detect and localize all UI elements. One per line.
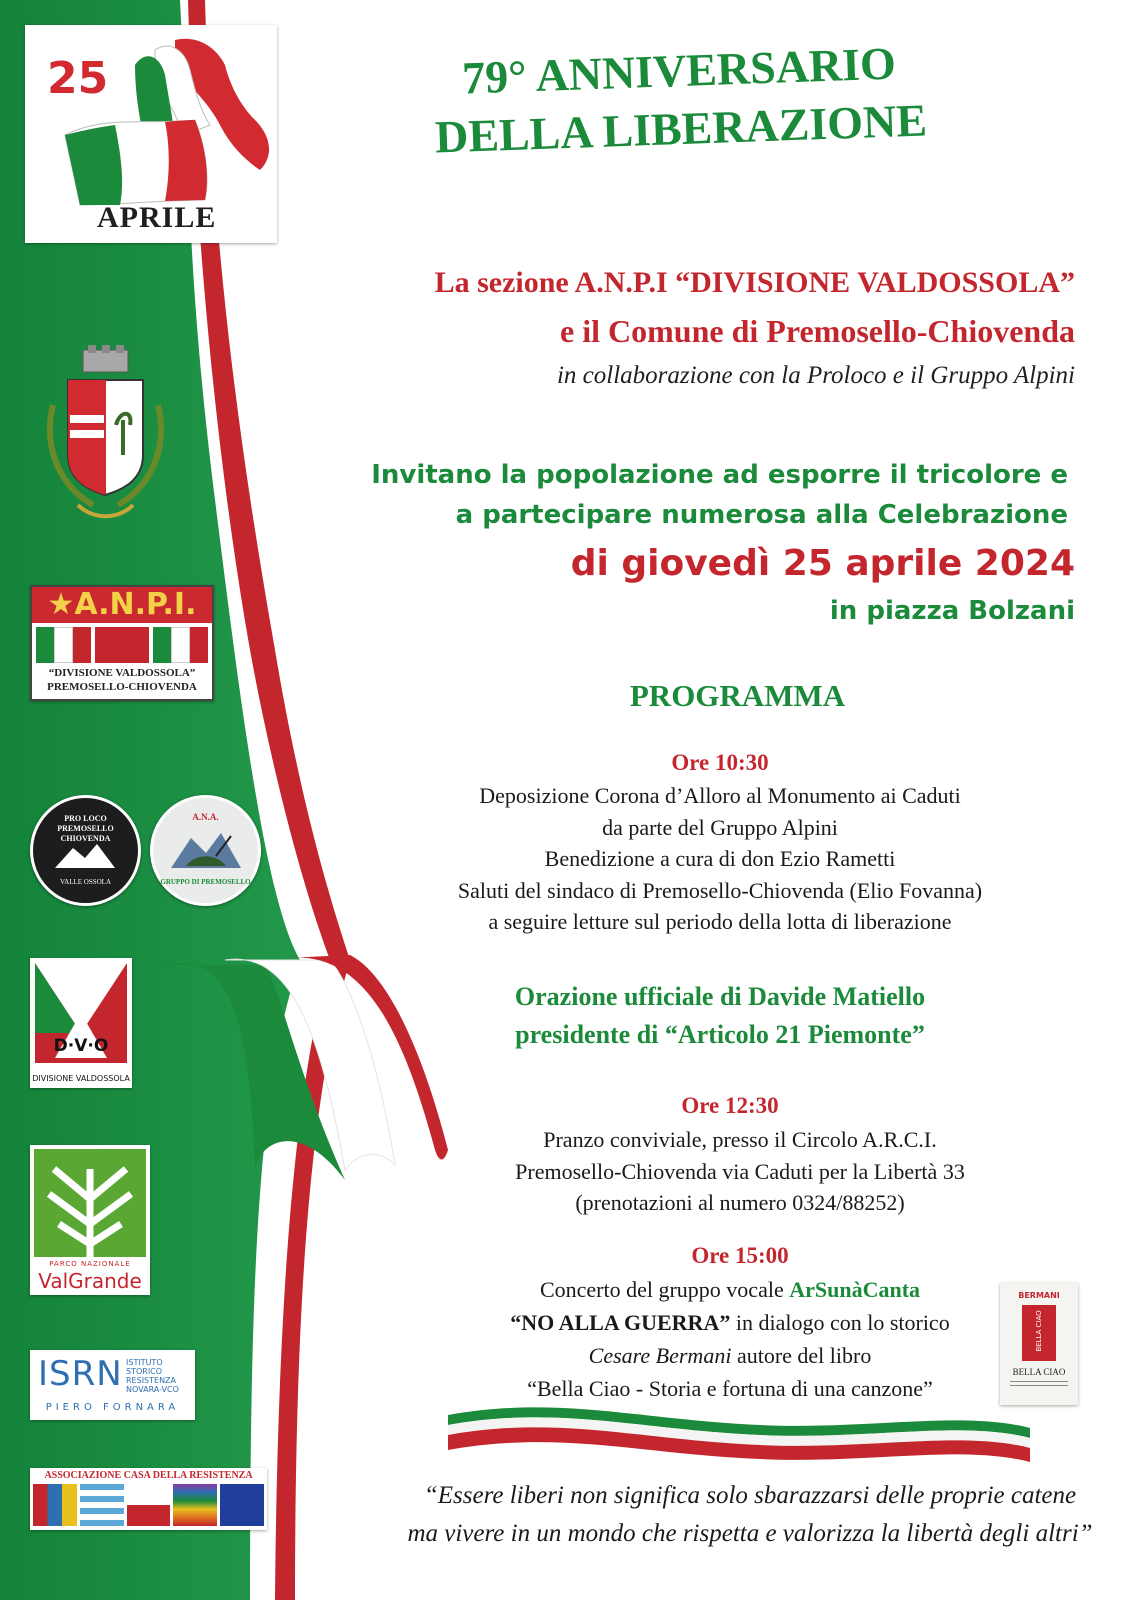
book-title: “Bella Ciao - Storia e fortuna di una canzone” <box>527 1376 933 1401</box>
dvo-logo <box>30 958 132 1088</box>
book-cover <box>1000 1283 1078 1405</box>
block3-line-3 <box>440 1339 1020 1372</box>
isrn-line-1: ISTITUTO <box>126 1358 163 1367</box>
casa-flags <box>33 1484 264 1526</box>
author-name: Cesare Bermani <box>588 1343 732 1368</box>
choir-name: ArSunàCanta <box>789 1277 921 1302</box>
block1-line: Saluti del sindaco di Premosello-Chiovenda (Elio Fovanna) <box>457 877 983 903</box>
organizers-line-1: La sezione A.N.P.I “DIVISIONE VALDOSSOLA” <box>434 266 1075 299</box>
book-author: BERMANI <box>1018 1291 1060 1300</box>
block2-line: Premosello-Chiovenda via Caduti per la Libertà 33 <box>515 1158 965 1184</box>
alpini-top-text: A.N.A. <box>192 812 219 822</box>
quote-line-1: “Essere liberi non significa solo sbarazzarsi delle proprie catene <box>423 1482 1077 1509</box>
proloco-logo <box>30 795 141 906</box>
isrn-acronym: ISRN <box>38 1354 123 1394</box>
title-line-1: 79° ANNIVERSARIO <box>461 37 897 104</box>
oration-line-1: Orazione ufficiale di Davide Matiello <box>514 982 926 1011</box>
block1-line: Deposizione Corona d’Alloro al Monumento ai Caduti <box>479 783 961 808</box>
block3-line-2 <box>440 1306 1020 1339</box>
organizers-line-3: in collaborazione con la Proloco e il Gruppo Alpini <box>556 362 1075 389</box>
flag-icon <box>173 1484 217 1526</box>
casa-resistenza-logo <box>30 1468 267 1530</box>
block3-time: Ore 15:00 <box>691 1243 789 1268</box>
isrn-logo <box>30 1350 195 1420</box>
coat-of-arms-icon <box>38 345 173 525</box>
block1-line: a seguire letture sul periodo della lotta di liberazione <box>488 909 952 934</box>
proloco-bottom-text: VALLE OSSOLA <box>59 878 111 886</box>
valgrande-small: PARCO NAZIONALE <box>49 1260 131 1268</box>
comune-coat-of-arms <box>38 345 173 525</box>
dvo-caption: DIVISIONE VALDOSSOLA <box>32 1074 130 1083</box>
book-rule <box>1010 1385 1068 1386</box>
block3-line3-rest: autore del libro <box>731 1343 872 1368</box>
closing-quote <box>400 1477 1100 1553</box>
anpi-logo <box>30 585 214 701</box>
alpini-bottom-text: GRUPPO DI PREMOSELLO <box>160 878 251 886</box>
invitation-line-2: a partecipare numerosa alla Celebrazione <box>455 500 1068 530</box>
block2-time: Ore 12:30 <box>681 1093 779 1118</box>
block1-time: Ore 10:30 <box>671 750 769 775</box>
tree-icon <box>34 1149 146 1257</box>
flag-icon <box>127 1484 171 1526</box>
block2-line: (prenotazioni al numero 0324/88252) <box>575 1190 905 1215</box>
isrn-bottom: PIERO FORNARA <box>45 1402 180 1413</box>
anpi-flags <box>36 627 208 663</box>
mountain-icon <box>55 840 115 870</box>
block3-prefix: Concerto del gruppo vocale <box>539 1277 790 1302</box>
title-line-2: DELLA LIBERAZIONE <box>434 94 928 163</box>
logo-25-number: 25 <box>47 53 109 104</box>
oration-line-2: presidente di “Articolo 21 Piemonte” <box>515 1020 925 1049</box>
book-red-panel <box>1022 1305 1056 1361</box>
valgrande-logo <box>30 1145 150 1295</box>
page-title <box>348 31 1012 170</box>
concert-title: “NO ALLA GUERRA” <box>510 1310 731 1335</box>
alpini-logo <box>150 795 261 906</box>
alpini-hat-icon <box>171 828 241 873</box>
isrn-details <box>126 1358 179 1394</box>
anpi-caption-1: “DIVISIONE VALDOSSOLA” <box>48 667 196 679</box>
block3-body <box>440 1273 1020 1405</box>
book-title-small: BELLA CIAO <box>1012 1367 1066 1377</box>
logo-aprile-word: APRILE <box>97 201 217 234</box>
quote-line-2: ma vivere in un mondo che rispetta e valorizza la libertà degli altri” <box>407 1520 1093 1547</box>
anpi-caption-2: PREMOSELLO-CHIOVENDA <box>47 681 197 693</box>
programma-title: PROGRAMMA <box>629 678 846 713</box>
book-rule <box>1010 1381 1068 1382</box>
isrn-line-3: RESISTENZA <box>126 1376 177 1385</box>
book-spine-text: BELLA CIAO <box>1035 1310 1043 1352</box>
invitation-line-1: Invitano la popolazione ad esporre il tricolore e <box>371 460 1068 490</box>
valgrande-name: ValGrande <box>38 1269 142 1293</box>
event-place: in piazza Bolzani <box>829 596 1075 626</box>
flag-icon <box>220 1484 264 1526</box>
logo-25-aprile <box>25 25 277 243</box>
flag-icon <box>80 1484 124 1526</box>
dvo-letters: D·V·O <box>53 1036 109 1056</box>
block3-line-1 <box>440 1273 1020 1306</box>
organizers-line-2: e il Comune di Premosello-Chiovenda <box>560 313 1075 349</box>
casa-title: ASSOCIAZIONE CASA DELLA RESISTENZA <box>44 1470 253 1481</box>
isrn-line-2: STORICO <box>126 1367 163 1376</box>
block2-line: Pranzo conviviale, presso il Circolo A.R.C.I. <box>543 1127 937 1152</box>
isrn-line-4: NOVARA-VCO <box>126 1385 179 1394</box>
event-date: di giovedì 25 aprile 2024 <box>570 543 1075 584</box>
block1-line: da parte del Gruppo Alpini <box>602 814 838 840</box>
block1-body <box>380 780 1060 938</box>
anpi-logo-title: ★A.N.P.I. <box>32 587 212 623</box>
proloco-ring-text: PRO LOCO PREMOSELLO CHIOVENDA <box>57 814 114 843</box>
block2-body <box>400 1124 1080 1219</box>
block1-line: Benedizione a cura di don Ezio Rametti <box>544 846 896 871</box>
block3-line2-rest: in dialogo con lo storico <box>730 1310 950 1335</box>
flag-icon <box>33 1484 77 1526</box>
